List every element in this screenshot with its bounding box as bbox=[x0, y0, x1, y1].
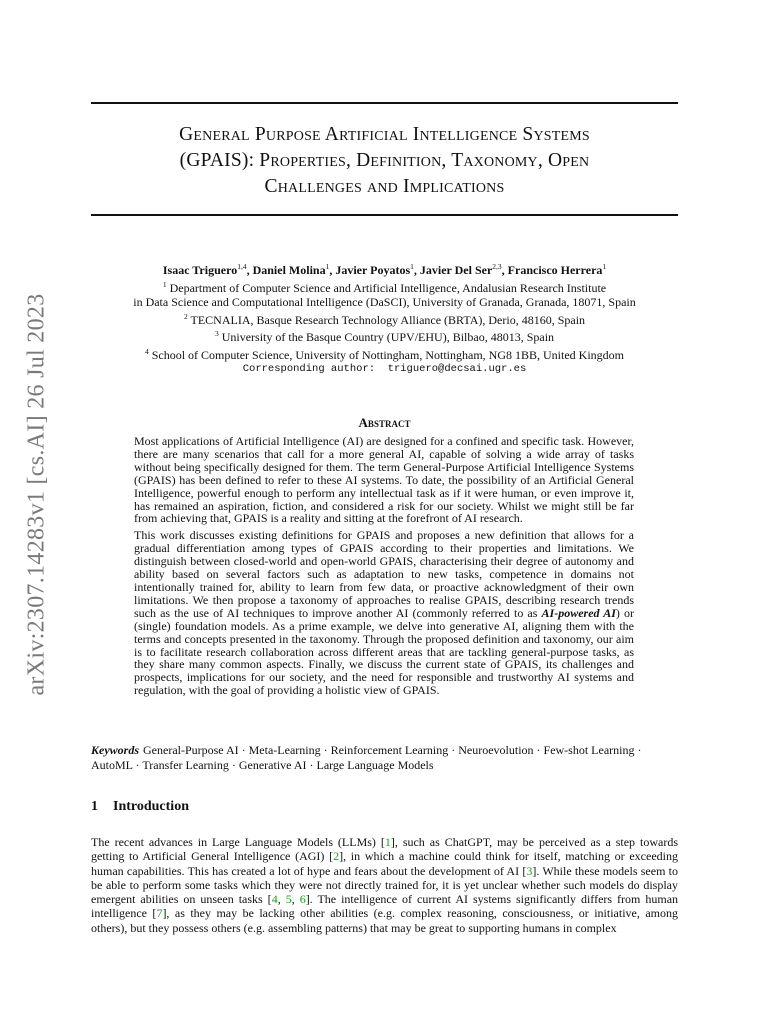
author-name: Francisco Herrera bbox=[507, 263, 603, 277]
author-name: Daniel Molina bbox=[252, 263, 326, 277]
author-affiliation-mark: 1,4 bbox=[237, 262, 247, 271]
corresponding-author: Corresponding author: triguero@decsai.ugr.es bbox=[242, 363, 527, 375]
intro-text: , bbox=[291, 892, 300, 907]
affiliation-text: in Data Science and Computational Intelligence (DaSCI), University of Granada, Granada, 18071, Spain bbox=[133, 295, 636, 309]
title-rule-bottom bbox=[91, 214, 678, 216]
author-names: Isaac Triguero$^{1,4}$, Daniel Molina$^1$, Javier Poyatos$^1$, Javier Del Ser$^{2,3}$, Francisco Herrera$^1$ bbox=[162, 262, 607, 277]
section-number: 1 bbox=[91, 799, 98, 814]
citation-link[interactable]: 1 bbox=[384, 835, 391, 849]
intro-text: ]. While these models seem to be able to perform some tasks which they were not directly trained for, it is yet unclear whether such models do display emergent abilities on unseen tasks [ bbox=[91, 863, 678, 907]
author-name: Javier Poyatos bbox=[335, 263, 411, 277]
title-rule-top bbox=[91, 102, 678, 104]
intro-text: , bbox=[277, 892, 286, 907]
affiliations bbox=[91, 278, 678, 363]
citation-link[interactable]: 3 bbox=[526, 863, 533, 878]
affiliation-number: 1 bbox=[162, 279, 167, 289]
affiliation-line bbox=[91, 345, 678, 363]
intro-text: ]. The intelligence of current AI systems significantly differs from human intelligence [ bbox=[91, 892, 679, 921]
abstract-paragraph-1: Most applications of Artificial Intelligence (AI) are designed for a confined and specific task. However, there are many scenarios that call for a more general AI, capable of solving a wide array of tasks without being specifically designed for them. The term General-Purpose Artificial Intelligence Systems (GPAIS) has been defined to refer to these AI systems. To date, the possibility of an Artificial General Intelligence, powerful enough to perform any intellectual task as if it were human, or even improve it, has remained an aspiration, fiction, and considered a risk for our society. Whilst we might still be far from achieving that, GPAIS is a reality and sitting at the forefront of AI research. bbox=[134, 434, 634, 526]
abstract-p2-part-b: ) or (single) foundation models. As a prime example, we delve into generative AI, aligning them with the terms and concepts presented in the taxonomy. Through the proposed definition and taxonomy, our aim is to facilitate research collaboration across different areas that are tackling general-purpose tasks, as they share many common aspects. Finally, we discuss the current state of GPAIS, its challenges and prospects, implications for our society, and the need for responsible and trustworthy AI systems and regulation, with the goal of providing a holistic view of GPAIS. bbox=[134, 605, 634, 698]
keywords-label: Keywords bbox=[91, 743, 139, 757]
arxiv-id: arXiv:2307.14283v1 [cs.AI] 26 Jul 2023 bbox=[23, 292, 50, 696]
citation-link[interactable]: 7 bbox=[156, 906, 163, 921]
author-name: Javier Del Ser bbox=[419, 263, 493, 277]
intro-text: The recent advances in Large Language Models (LLMs) [ bbox=[91, 835, 385, 849]
affiliation-line bbox=[91, 327, 678, 345]
citation-link[interactable]: 4 bbox=[271, 892, 278, 907]
affiliation-number: 3 bbox=[214, 329, 219, 338]
affiliation-text: Department of Computer Science and Artificial Intelligence, Andalusian Research Institute bbox=[169, 280, 607, 295]
affiliation-line bbox=[91, 310, 678, 328]
abstract-p2-emphasis: AI-powered AI bbox=[541, 605, 616, 620]
author-affiliation-mark: 1 bbox=[410, 262, 414, 271]
title-line-2: (GPAIS): Properties, Definition, Taxonomy, Open bbox=[179, 150, 590, 171]
intro-text: ], in which a machine could think for itself, matching or exceeding human capabilities. This has created a lot of hype and fears about the development of AI [ bbox=[91, 849, 678, 878]
citation-link[interactable]: 5 bbox=[285, 892, 292, 907]
author-affiliation-mark: 2,3 bbox=[492, 262, 502, 271]
author-name: Isaac Triguero bbox=[162, 263, 238, 277]
affiliation-number: 4 bbox=[144, 346, 149, 356]
paper-title bbox=[91, 122, 678, 200]
keywords bbox=[91, 743, 678, 772]
citation-link[interactable]: 6 bbox=[299, 892, 306, 907]
author-affiliation-mark: 1 bbox=[325, 262, 330, 271]
affiliation-number: 2 bbox=[183, 311, 188, 321]
intro-text: ], such as ChatGPT, may be perceived as a step towards getting to Artificial General Intelligence (AGI) [ bbox=[91, 835, 678, 864]
affiliation-line bbox=[91, 278, 678, 296]
title-line-3: Challenges and Implications bbox=[264, 176, 505, 197]
affiliation-line bbox=[91, 295, 678, 310]
affiliation-text: TECNALIA, Basque Research Technology Alliance (BRTA), Derio, 48160, Spain bbox=[190, 312, 586, 327]
affiliation-text: University of the Basque Country (UPV/EHU), Bilbao, 48013, Spain bbox=[221, 330, 555, 344]
abstract-paragraph-2 bbox=[134, 529, 634, 697]
keywords-list: General-Purpose AI · Meta-Learning · Reinforcement Learning · Neuroevolution · Few-shot Learning · AutoML · Transfer Learning · Generative AI · Large Language Models bbox=[91, 743, 642, 772]
section-heading-introduction bbox=[91, 799, 189, 815]
section-title: Introduction bbox=[113, 799, 189, 814]
abstract bbox=[134, 435, 634, 701]
introduction-paragraph bbox=[91, 835, 678, 935]
affiliation-text: School of Computer Science, University of Nottingham, Nottingham, NG8 1BB, United Kingdom bbox=[151, 347, 625, 362]
abstract-heading: Abstract bbox=[358, 415, 411, 430]
arxiv-margin-stamp bbox=[22, 288, 52, 700]
intro-text: ], as they may be lacking other abilities (e.g. complex reasoning, consciousness, or initiative, among others), but they possess others (e.g. assembling patterns) that may be great to supporting humans in complex bbox=[91, 906, 678, 935]
citation-link[interactable]: 2 bbox=[333, 849, 340, 864]
introduction-text bbox=[91, 835, 678, 935]
author-affiliation-mark: 1 bbox=[602, 262, 607, 271]
title-line-1: General Purpose Artificial Intelligence Systems bbox=[179, 124, 590, 145]
abstract-p2-part-a: This work discusses existing definitions for GPAIS and proposes a new definition that allows for a gradual differentiation among types of GPAIS according to their properties and limitations. We distinguish between closed-world and open-world GPAIS, characterising their degree of autonomy and ability based on several factors such as adaptation to new tasks, competence in domains not intentionally trained for, ability to learn from few data, or proactive acknowledgment of their own limitations. We then propose a taxonomy of approaches to realise GPAIS, describing research trends such as the use of AI techniques to improve another AI (commonly referred to as bbox=[134, 528, 634, 620]
author-block bbox=[91, 260, 678, 377]
